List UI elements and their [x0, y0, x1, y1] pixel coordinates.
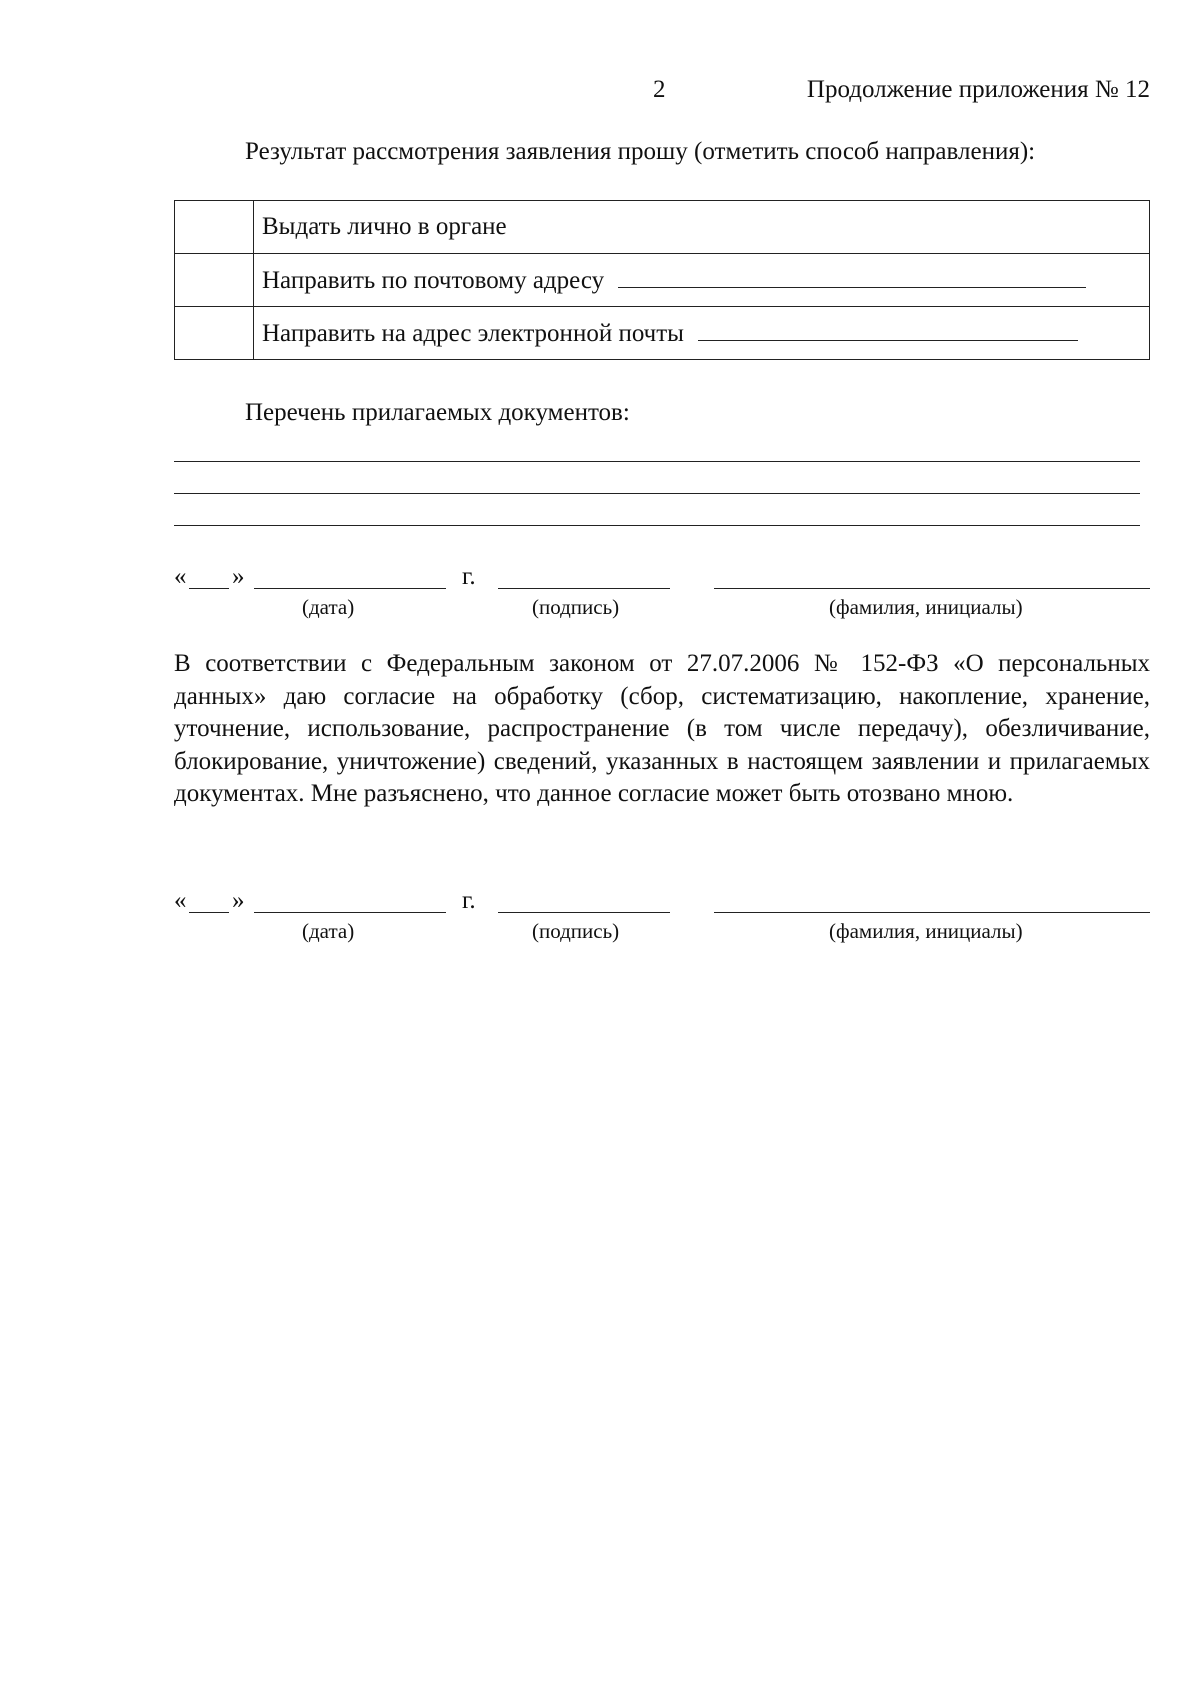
caption-signature: (подпись) [532, 595, 620, 619]
delivery-checkbox-in-person[interactable] [175, 201, 254, 254]
attachments-line[interactable] [174, 461, 1140, 462]
page-number: 2 [653, 76, 666, 103]
page-header: Продолжение приложения № 12 [806, 76, 1150, 103]
delivery-option-in-person [175, 201, 1150, 254]
quote-open: « [174, 887, 187, 914]
year-suffix: г. [462, 563, 476, 590]
day-field[interactable] [189, 588, 229, 589]
quote-open: « [174, 563, 187, 590]
caption-name: (фамилия, инициалы) [829, 595, 1023, 619]
delivery-option-label-text: Выдать лично в органе [262, 213, 507, 240]
signature-row [174, 886, 1150, 946]
delivery-option-label-text: Направить на адрес электронной почты [262, 320, 684, 347]
postal-address-field[interactable] [618, 265, 1086, 288]
signature-row [174, 562, 1150, 622]
day-field[interactable] [189, 912, 229, 913]
delivery-method-intro: Результат рассмотрения заявления прошу (отметить способ направления): [245, 138, 1036, 165]
delivery-option-post [175, 254, 1150, 307]
delivery-option-label [254, 201, 1150, 254]
delivery-option-label [254, 254, 1150, 307]
name-field[interactable] [714, 912, 1150, 913]
attachments-line[interactable] [174, 525, 1140, 526]
month-field[interactable] [254, 588, 446, 589]
year-suffix: г. [462, 887, 476, 914]
signature-field[interactable] [498, 912, 670, 913]
name-field[interactable] [714, 588, 1150, 589]
delivery-checkbox-email[interactable] [175, 307, 254, 360]
delivery-checkbox-post[interactable] [175, 254, 254, 307]
caption-signature: (подпись) [532, 919, 620, 943]
delivery-option-label-text: Направить по почтовому адресу [262, 267, 605, 294]
email-address-field[interactable] [698, 318, 1078, 341]
attachments-title: Перечень прилагаемых документов: [245, 399, 630, 426]
delivery-option-email [175, 307, 1150, 360]
quote-close: » [232, 563, 245, 590]
caption-date: (дата) [302, 595, 355, 619]
signature-field[interactable] [498, 588, 670, 589]
month-field[interactable] [254, 912, 446, 913]
attachments-line[interactable] [174, 493, 1140, 494]
quote-close: » [232, 887, 245, 914]
caption-name: (фамилия, инициалы) [829, 919, 1023, 943]
consent-paragraph: В соответствии с Федеральным законом от 27.07.2006 № 152-ФЗ «О персональных данных» даю согласие на обработку (сбор, систематизацию, накопление, хранение, уточнение, использование, распространение (в том числе передачу), обезличивание, блокирование, уничтожение) сведений, указанных в настоящем заявлении и прилагаемых документах. Мне разъяснено, что данное согласие может быть отозвано мною. [174, 650, 1150, 807]
delivery-method-table [174, 200, 1150, 360]
caption-date: (дата) [302, 919, 355, 943]
delivery-option-label [254, 307, 1150, 360]
